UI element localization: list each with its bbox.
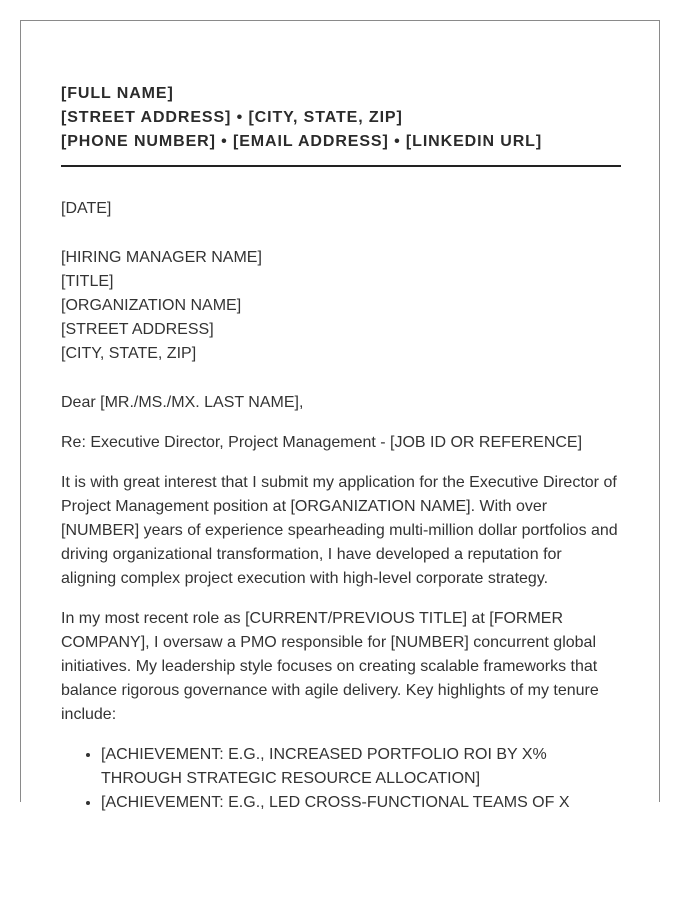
recipient-city: [CITY, STATE, ZIP] (61, 345, 197, 362)
body-paragraph: In my most recent role as [CURRENT/PREVIOUS TITLE] at [FORMER COMPANY], I oversaw a PMO responsible for [NUMBER] concurrent global initiatives. My leadership style focuses on creating scalable frameworks that balance rigorous governance with agile delivery. Key highlights of my tenure include: (61, 610, 599, 723)
recipient-name: [HIRING MANAGER NAME] (61, 249, 262, 266)
highlights-list (61, 743, 621, 815)
cover-letter (61, 82, 621, 815)
recipient-block (61, 246, 621, 366)
document-page (20, 20, 660, 811)
recipient-organization: [ORGANIZATION NAME] (61, 297, 242, 314)
list-item: • [ACHIEVEMENT: E.G., INCREASED PORTFOLIO ROI BY X% THROUGH STRATEGIC RESOURCE ALLOCATION] (101, 743, 621, 791)
salutation: Dear [MR./MS./MX. LAST NAME], (61, 394, 304, 411)
header-divider (61, 165, 621, 167)
recipient-title: [TITLE] (61, 273, 114, 290)
body-paragraph: It is with great interest that I submit my application for the Executive Director of Project Management position at [ORGANIZATION NAME]. With over [NUMBER] years of experience spearheading multi-million dollar portfolios and driving organizational transformation, I have developed a reputation for aligning complex project execution with high-level corporate strategy. (61, 474, 618, 587)
list-item: • [ACHIEVEMENT: E.G., LED CROSS-FUNCTIONAL TEAMS OF X (101, 791, 621, 815)
applicant-name: [FULL NAME] (61, 85, 174, 102)
letter-date: [DATE] (61, 200, 112, 217)
re-line: Re: Executive Director, Project Management - [JOB ID OR REFERENCE] (61, 434, 583, 451)
recipient-street: [STREET ADDRESS] (61, 321, 214, 338)
letterhead (61, 82, 621, 154)
applicant-contact: [PHONE NUMBER] • [EMAIL ADDRESS] • [LINKEDIN URL] (61, 133, 543, 150)
applicant-address: [STREET ADDRESS] • [CITY, STATE, ZIP] (61, 109, 403, 126)
